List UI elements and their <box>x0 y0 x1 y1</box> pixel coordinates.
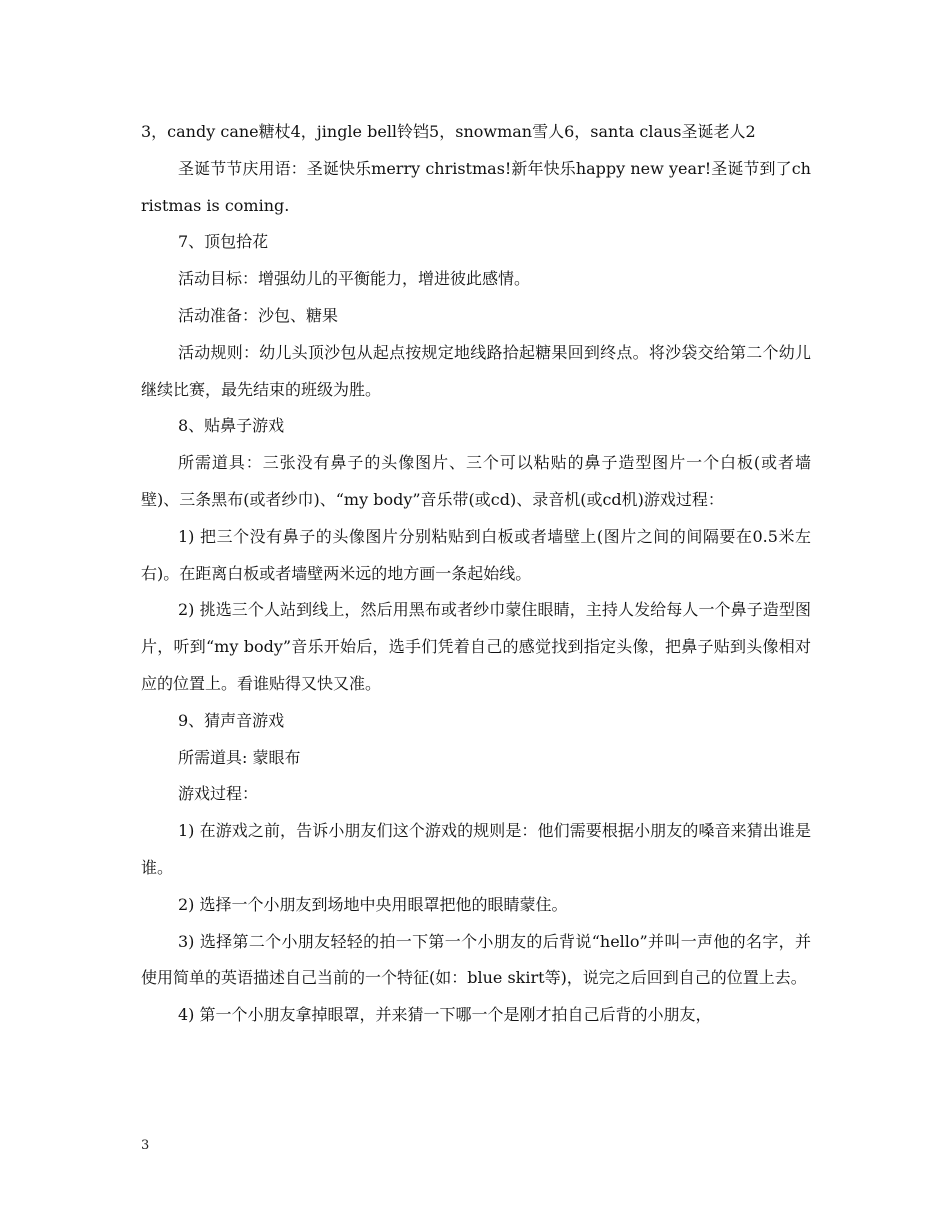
heading-item-9: 9、猜声音游戏 <box>178 710 285 730</box>
paragraph-voice-game-step-2: 2) 选择一个小朋友到场地中央用眼罩把他的眼睛蒙住。 <box>178 894 568 914</box>
heading-item-7: 7、顶包拾花 <box>178 232 269 252</box>
paragraph-voice-game-step-4: 4) 第一个小朋友拿掉眼罩，并来猜一下哪一个是刚才拍自己后背的小朋友， <box>178 1005 712 1025</box>
paragraph-voice-game-props: 所需道具: 蒙眼布 <box>178 747 301 767</box>
heading-item-8: 8、贴鼻子游戏 <box>178 416 285 436</box>
paragraph-voice-game-step-3: 3) 选择第二个小朋友轻轻的拍一下第一个小朋友的后背说“hello”并叫一声他的名字，并使用简单的英语描述自己当前的一个特征(如：blue skirt等)，说完之后回到自己的位置上去。 <box>141 931 811 988</box>
paragraph-nose-game-step-1: 1) 把三个没有鼻子的头像图片分别粘贴到白板或者墙壁上(图片之间的间隔要在0.5米左右)。在距离白板或者墙壁两米远的地方画一条起始线。 <box>141 526 811 583</box>
paragraph-activity-rules: 活动规则：幼儿头顶沙包从起点按规定地线路拾起糖果回到终点。将沙袋交给第二个幼儿继续比赛，最先结束的班级为胜。 <box>141 342 811 399</box>
paragraph-christmas-phrases: 圣诞节节庆用语：圣诞快乐merry christmas!新年快乐happy new year!圣诞节到了christmas is coming. <box>141 158 811 215</box>
document-body <box>141 114 811 1034</box>
paragraph-nose-game-props: 所需道具：三张没有鼻子的头像图片、三个可以粘贴的鼻子造型图片一个白板(或者墙壁)、三条黑布(或者纱巾)、“my body”音乐带(或cd)、录音机(或cd机)游戏过程： <box>141 453 811 509</box>
paragraph-activity-goal: 活动目标：增强幼儿的平衡能力，增进彼此感情。 <box>178 269 531 289</box>
paragraph-activity-preparation: 活动准备：沙包、糖果 <box>178 305 339 325</box>
paragraph-voice-game-process: 游戏过程： <box>178 784 259 804</box>
page-number: 3 <box>141 1138 150 1153</box>
paragraph-nose-game-step-2: 2) 挑选三个人站到线上，然后用黑布或者纱巾蒙住眼睛，主持人发给每人一个鼻子造型图片，听到“my body”音乐开始后，选手们凭着自己的感觉找到指定头像，把鼻子贴到头像相对应的位置上。看谁贴得又快又准。 <box>141 600 811 693</box>
paragraph-christmas-vocabulary: 3，candy cane糖杖4，jingle bell铃铛5，snowman雪人6，santa claus圣诞老人2 <box>141 122 756 141</box>
paragraph-voice-game-step-1: 1) 在游戏之前，告诉小朋友们这个游戏的规则是：他们需要根据小朋友的嗓音来猜出谁是谁。 <box>141 821 811 877</box>
